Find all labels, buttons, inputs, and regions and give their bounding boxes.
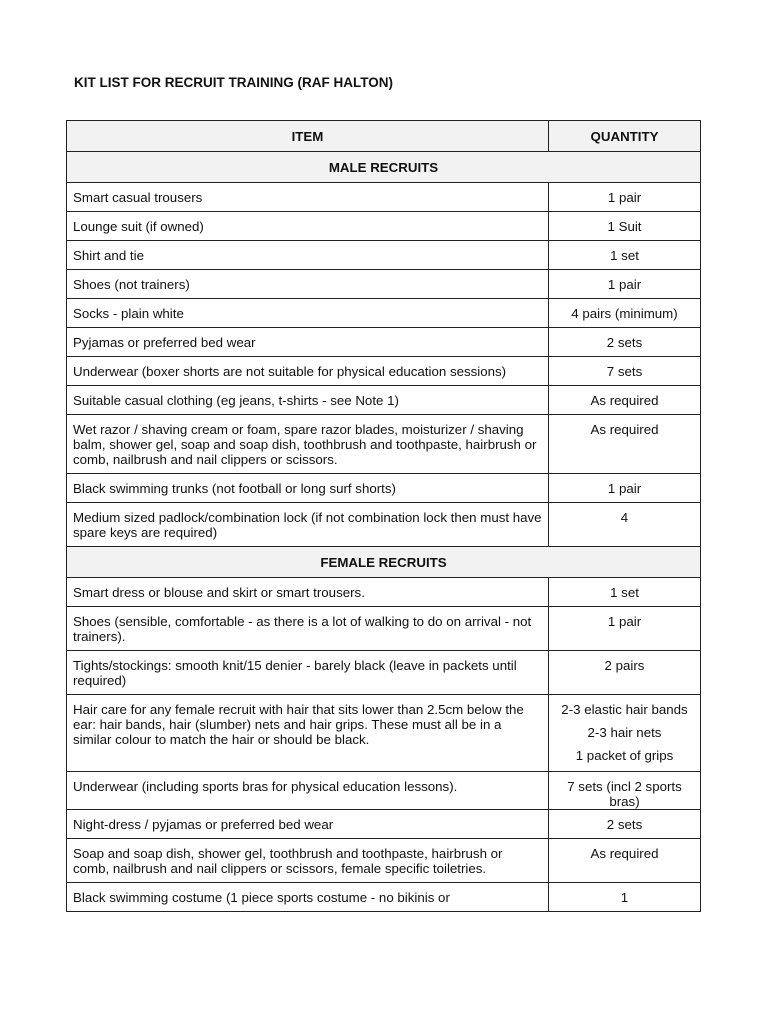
quantity-cell: 7 sets	[549, 357, 701, 386]
section-label: FEMALE RECRUITS	[67, 547, 701, 578]
quantity-cell	[549, 695, 701, 772]
item-cell: Black swimming costume (1 piece sports costume - no bikinis or	[67, 883, 549, 912]
item-cell: Smart casual trousers	[67, 183, 549, 212]
quantity-cell: 4	[549, 503, 701, 547]
quantity-cell: 1 Suit	[549, 212, 701, 241]
table-row	[67, 772, 701, 810]
item-cell: Smart dress or blouse and skirt or smart trousers.	[67, 578, 549, 607]
quantity-cell: As required	[549, 839, 701, 883]
item-cell: Shoes (not trainers)	[67, 270, 549, 299]
table-row	[67, 607, 701, 651]
item-cell: Black swimming trunks (not football or long surf shorts)	[67, 474, 549, 503]
quantity-cell: 1 set	[549, 578, 701, 607]
quantity-cell: As required	[549, 386, 701, 415]
quantity-cell: 2 sets	[549, 810, 701, 839]
item-cell: Pyjamas or preferred bed wear	[67, 328, 549, 357]
item-cell: Lounge suit (if owned)	[67, 212, 549, 241]
quantity-cell: 2 sets	[549, 328, 701, 357]
table-row	[67, 474, 701, 503]
document-title: KIT LIST FOR RECRUIT TRAINING (RAF HALTON)	[74, 75, 393, 90]
item-cell: Wet razor / shaving cream or foam, spare razor blades, moisturizer / shaving balm, shower gel, soap and soap dish, toothbrush and toothpaste, hairbrush or comb, nailbrush and nail clippers or scissors.	[67, 415, 549, 474]
table-row	[67, 503, 701, 547]
table-row	[67, 270, 701, 299]
item-cell: Shirt and tie	[67, 241, 549, 270]
quantity-cell: 1 pair	[549, 607, 701, 651]
quantity-line: 2-3 elastic hair bands	[561, 702, 688, 717]
item-cell: Medium sized padlock/combination lock (if not combination lock then must have spare keys are required)	[67, 503, 549, 547]
table-row	[67, 183, 701, 212]
table-row	[67, 839, 701, 883]
quantity-cell: 1 pair	[549, 474, 701, 503]
item-cell: Soap and soap dish, shower gel, toothbrush and toothpaste, hairbrush or comb, nailbrush and nail clippers or scissors, female specific toiletries.	[67, 839, 549, 883]
table-row	[67, 415, 701, 474]
column-header-item: ITEM	[67, 121, 549, 152]
table-row	[67, 810, 701, 839]
quantity-cell: 1 pair	[549, 183, 701, 212]
section-label: MALE RECRUITS	[67, 152, 701, 183]
table-row	[67, 578, 701, 607]
quantity-cell: 1 pair	[549, 270, 701, 299]
kit-list-table	[66, 120, 701, 912]
item-cell: Socks - plain white	[67, 299, 549, 328]
table-header-row	[67, 121, 701, 152]
table-row	[67, 212, 701, 241]
quantity-cell: 1	[549, 883, 701, 912]
table-row	[67, 695, 701, 772]
table-row	[67, 651, 701, 695]
section-header-female	[67, 547, 701, 578]
quantity-line: 1 packet of grips	[575, 748, 674, 763]
item-cell: Underwear (including sports bras for physical education lessons).	[67, 772, 549, 810]
item-cell: Shoes (sensible, comfortable - as there is a lot of walking to do on arrival - not trainers).	[67, 607, 549, 651]
item-cell: Night-dress / pyjamas or preferred bed wear	[67, 810, 549, 839]
item-cell: Tights/stockings: smooth knit/15 denier - barely black (leave in packets until required)	[67, 651, 549, 695]
column-header-quantity: QUANTITY	[549, 121, 701, 152]
quantity-cell: 1 set	[549, 241, 701, 270]
table-row	[67, 328, 701, 357]
quantity-line: 2-3 hair nets	[587, 725, 662, 740]
item-cell: Suitable casual clothing (eg jeans, t-shirts - see Note 1)	[67, 386, 549, 415]
quantity-cell: 7 sets (incl 2 sports bras)	[549, 772, 701, 810]
table-row	[67, 357, 701, 386]
table-row	[67, 241, 701, 270]
quantity-cell: As required	[549, 415, 701, 474]
quantity-cell: 4 pairs (minimum)	[549, 299, 701, 328]
item-cell: Underwear (boxer shorts are not suitable for physical education sessions)	[67, 357, 549, 386]
table-row	[67, 299, 701, 328]
table-row	[67, 883, 701, 912]
item-cell: Hair care for any female recruit with hair that sits lower than 2.5cm below the ear: hair bands, hair (slumber) nets and hair grips. These must all be in a similar colour to match the hair or should be black.	[67, 695, 549, 772]
section-header-male	[67, 152, 701, 183]
table-row	[67, 386, 701, 415]
quantity-cell: 2 pairs	[549, 651, 701, 695]
